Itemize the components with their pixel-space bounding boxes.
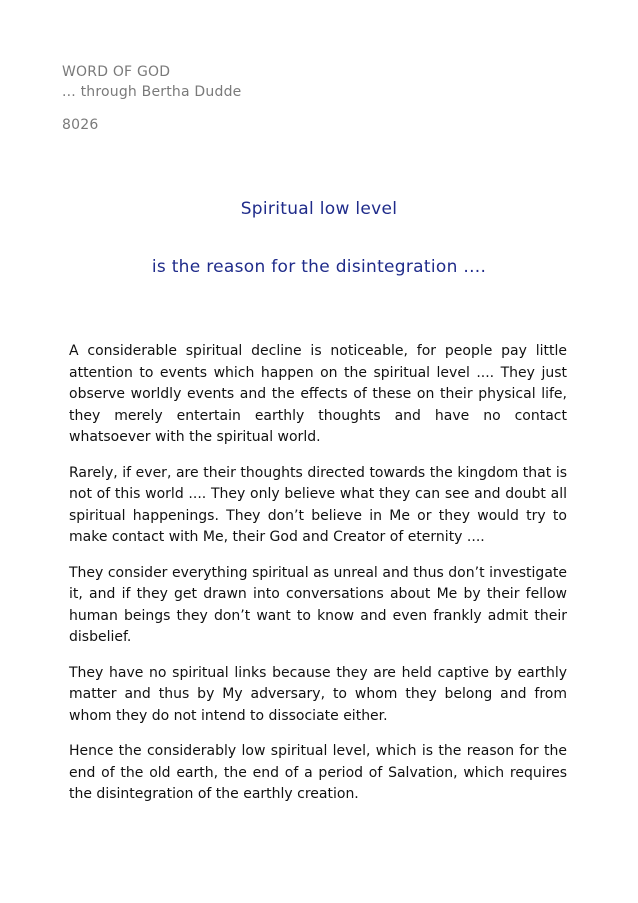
document-number: 8026 bbox=[62, 117, 99, 133]
paragraph-3: They consider everything spiritual as unreal and thus don’t investigate it, and if they get drawn into conversations about Me by their fellow human beings they don’t want to know and even frankly admit their disbelief. bbox=[69, 564, 567, 645]
title-line-2: is the reason for the disintegration .... bbox=[151, 257, 487, 277]
paragraph-4: They have no spiritual links because they are held captive by earthly matter and thus by My adversary, to whom they belong and from whom they do not intend to dissociate either. bbox=[69, 664, 567, 724]
document-header bbox=[62, 62, 241, 135]
document-body bbox=[69, 341, 567, 820]
header-author: ... through Bertha Dudde bbox=[62, 84, 242, 100]
title-line-1: Spiritual low level bbox=[240, 199, 398, 219]
paragraph-1: A considerable spiritual decline is noticeable, for people pay little attention to events which happen on the spiritual level .... They just observe worldly events and the effects of these on their physical life, they merely entertain earthly thoughts and have no contact whatsoever with the spiritual world. bbox=[69, 343, 567, 445]
header-label: WORD OF GOD bbox=[62, 64, 171, 80]
paragraph-2: Rarely, if ever, are their thoughts directed towards the kingdom that is not of this world .... They only believe what they can see and doubt all spiritual happenings. They don’t believe in Me or they would try to make contact with Me, their God and Creator of eternity .... bbox=[69, 464, 567, 545]
paragraph-5: Hence the considerably low spiritual level, which is the reason for the end of the old earth, the end of a period of Salvation, which requires the disintegration of the earthly creation. bbox=[69, 743, 567, 802]
